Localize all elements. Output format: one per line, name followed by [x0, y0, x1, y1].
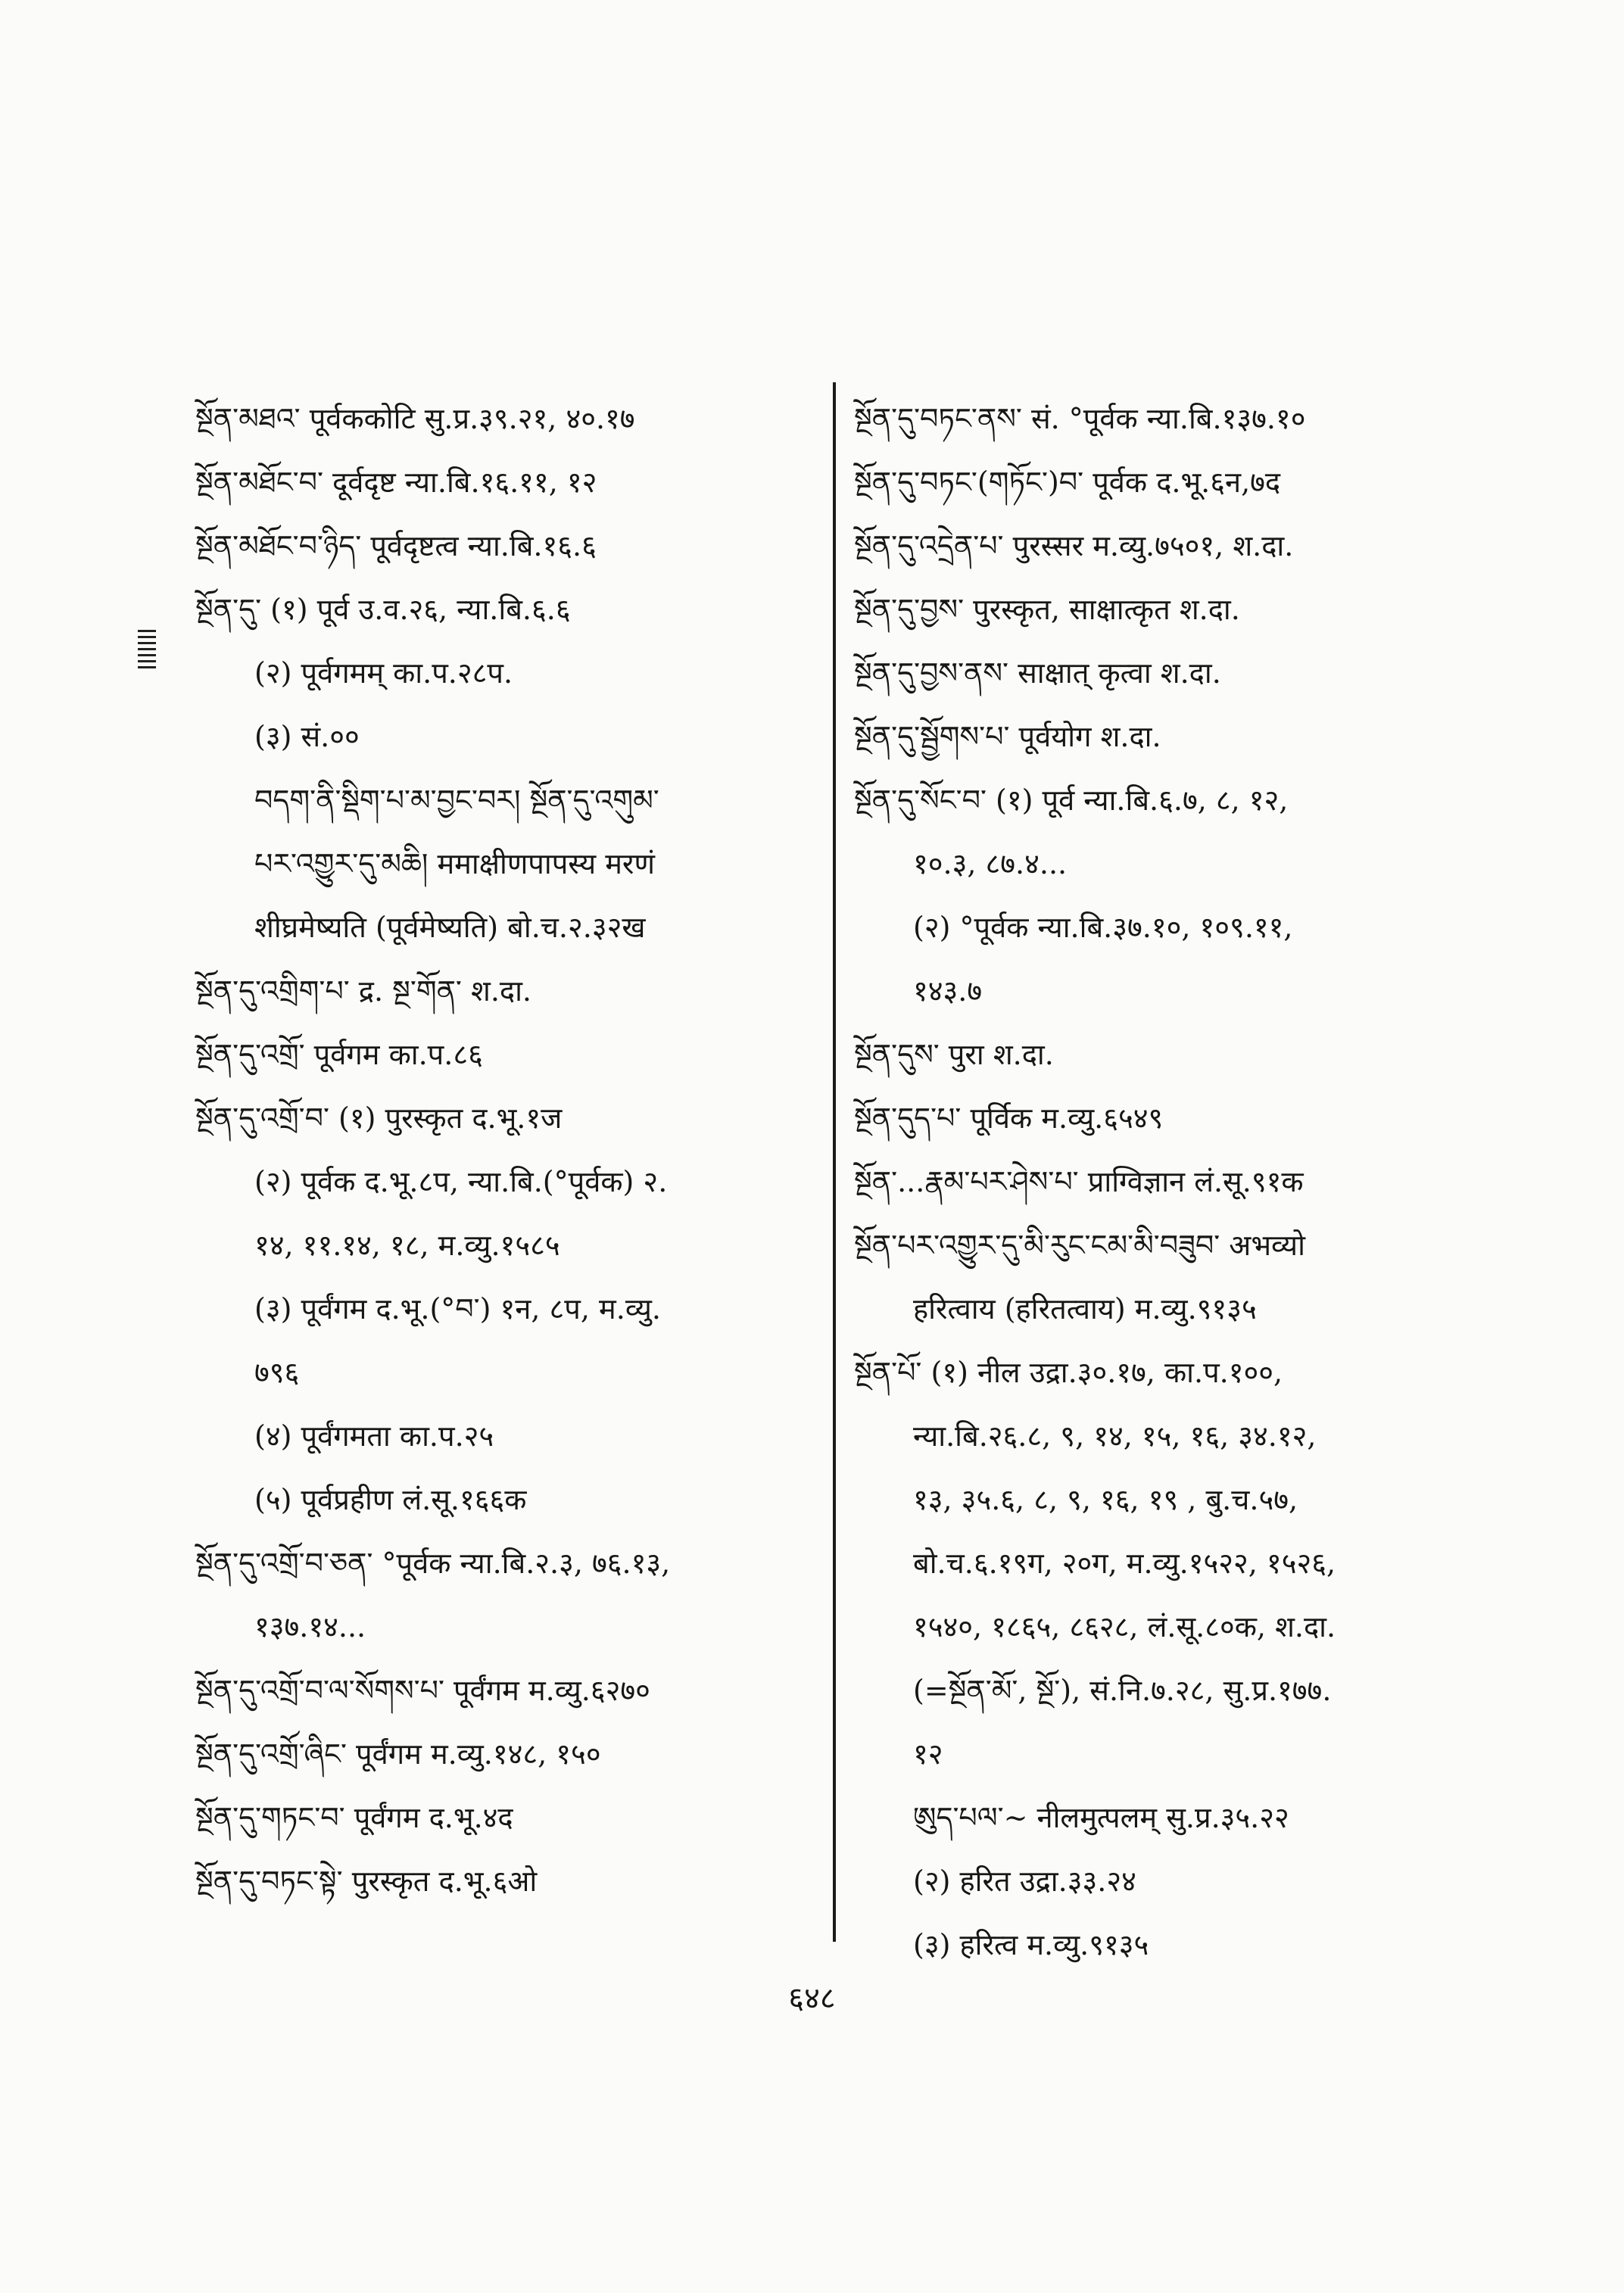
dictionary-entry: སྔོན་དུ་འགྲོ་ཞིང་ पूर्वंगम म.व्यु.१४८, १५० — [195, 1737, 601, 1771]
dictionary-entry: ཨུད་པལ་~ नीलमुत्पलम् सु.प्र.३५.२२ — [913, 1801, 1289, 1834]
dictionary-entry: སྔོན་དུ་གཏང་བ་ पूर्वंगम द.भू.४द — [195, 1801, 513, 1834]
dictionary-entry: སྔོན་དུ་འགྲིག་པ་ द्र. སྔ་གོན་ श.दा. — [195, 974, 532, 1008]
dictionary-entry: (२) °पूर्वक न्या.बि.३७.१०, १०९.११, — [913, 911, 1293, 944]
dictionary-entry: १४, ११.१४, १८, म.व्यु.१५८५ — [254, 1229, 560, 1262]
dictionary-entry: (२) हरित उद्रा.३३.२४ — [913, 1865, 1136, 1898]
dictionary-entry: १०.३, ८७.४... — [913, 847, 1068, 880]
dictionary-entry: སྔོན་དུ་བཏང་ནས་ सं. °पूर्वक न्या.बि.१३७.१० — [854, 402, 1306, 435]
dictionary-entry: (३) हरित्व म.व्यु.९१३५ — [913, 1928, 1149, 1961]
dictionary-entry: སྔོན་དུ་འགྲོ་བ་ལ་སོགས་པ་ पूर्वंगम म.व्यु.६२७० — [195, 1674, 650, 1707]
dictionary-entry: སྔོན་དུ་བཏང་སྟེ་ पुरस्कृत द.भू.६ओ — [195, 1865, 538, 1898]
dictionary-entry: (४) पूर्वंगमता का.प.२५ — [254, 1419, 494, 1453]
dictionary-entry: སྔོན་དུ་འགྲོ་བ་ (१) पुरस्कृत द.भू.१ज — [195, 1101, 563, 1135]
left-column — [195, 394, 816, 1906]
dictionary-entry: १३, ३५.६, ८, ९, १६, १९ , बु.च.५७, — [913, 1483, 1298, 1516]
dictionary-entry: हरित्वाय (हरितत्वाय) म.व्यु.९१३५ — [913, 1292, 1257, 1326]
dictionary-entry: སྔོན་མཐའ་ पूर्वककोटि सु.प्र.३९.२१, ४०.१७ — [195, 402, 635, 435]
dictionary-entry: १४३.७ — [913, 974, 983, 1008]
dictionary-entry: བདག་ནི་སྡིག་པ་མ་བྱང་བར། སྔོན་དུ་འགུམ་ — [254, 784, 659, 817]
dictionary-entry: शीघ्रमेष्यति (पूर्वमेष्यति) बो.च.२.३२ख — [254, 911, 646, 944]
dictionary-entry: སྔོན་དུ་བྱས་ पुरस्कृत, साक्षात्कृत श.दा. — [854, 593, 1240, 626]
dictionary-entry: སྔོན་དུས་ पुरा श.दा. — [854, 1038, 1054, 1071]
dictionary-entry: སྔོན་དུ་བྱས་ནས་ साक्षात् कृत्वा श.दा. — [854, 656, 1221, 690]
column-divider — [833, 382, 836, 1942]
dictionary-entry: པར་འགྱུར་དུ་མཆི། ममाक्षीणपापस्य मरणं — [254, 847, 655, 880]
dictionary-entry: (२) पूर्वक द.भू.८प, न्या.बि.(°पूर्वक) २. — [254, 1165, 668, 1198]
dictionary-entry: སྔོན་མཐོང་བ་ཉིད་ पूर्वदृष्टत्व न्या.बि.१६.६ — [195, 529, 597, 562]
dictionary-entry: སྔོན་དུ་འགྲོ་བ་ཅན་ °पूर्वक न्या.बि.२.३, ७६.१३, — [195, 1547, 671, 1580]
dictionary-entry: १२ — [913, 1737, 943, 1771]
dictionary-entry: སྔོན་པར་འགྱུར་དུ་མི་རུང་ངམ་མི་བཟུབ་ अभव्यो — [854, 1229, 1305, 1262]
dictionary-entry: (२) पूर्वगमम् का.प.२८प. — [254, 656, 513, 690]
page-number: ६४८ — [788, 1981, 836, 2016]
dictionary-entry: སྔོན་དུ་འགྲོ་ पूर्वगम का.प.८६ — [195, 1038, 483, 1071]
dictionary-entry: སྔོན་དུ་སོང་བ་ (१) पूर्व न्या.बि.६.७, ८, १२, — [854, 784, 1289, 817]
dictionary-entry: (=སྔོན་མོ་, སྔོ་), सं.नि.७.२८, सु.प्र.१७७. — [913, 1674, 1332, 1707]
dictionary-entry: १३७.१४... — [254, 1610, 366, 1643]
dictionary-entry: སྔོན་མཐོང་བ་ दूर्वदृष्ट न्या.बि.१६.११, १२ — [195, 466, 597, 499]
dictionary-entry: बो.च.६.१९ग, २०ग, म.व्यु.१५२२, १५२६, — [913, 1547, 1336, 1580]
margin-mark — [138, 630, 156, 669]
dictionary-entry: སྔོན་...རྣམ་པར་ཤེས་པ་ प्राग्विज्ञान लं.सू.९१क — [854, 1165, 1304, 1198]
dictionary-entry: སྔོན་དུད་པ་ पूर्विक म.व्यु.६५४९ — [854, 1101, 1164, 1135]
dictionary-entry: न्या.बि.२६.८, ९, १४, १५, १६, ३४.१२, — [913, 1419, 1317, 1453]
dictionary-entry: སྔོན་དུ་སྦྱོགས་པ་ पूर्वयोग श.दा. — [854, 720, 1161, 753]
dictionary-entry: སྔོན་དུ་ (१) पूर्व उ.व.२६, न्या.बि.६.६ — [195, 593, 571, 626]
dictionary-entry: ७९६ — [254, 1356, 300, 1389]
right-column — [854, 394, 1460, 1970]
dictionary-entry: (५) पूर्वप्रहीण लं.सू.१६६क — [254, 1483, 527, 1516]
dictionary-entry: སྔོན་པོ་ (१) नील उद्रा.३०.१७, का.प.१००, — [854, 1356, 1283, 1389]
dictionary-entry: སྔོན་དུ་བཏང་(གཏོང་)བ་ पूर्वक द.भू.६न,७द — [854, 466, 1281, 499]
dictionary-entry: (३) सं.०० — [254, 720, 360, 753]
dictionary-entry: སྔོན་དུ་འདྲེན་པ་ पुरस्सर म.व्यु.७५०१, श.दा. — [854, 529, 1294, 562]
dictionary-entry: १५४०, १८६५, ८६२८, लं.सू.८०क, श.दा. — [913, 1610, 1336, 1643]
dictionary-entry: (३) पूर्वंगम द.भू.(°བ་) १न, ८प, म.व्यु. — [254, 1292, 661, 1326]
